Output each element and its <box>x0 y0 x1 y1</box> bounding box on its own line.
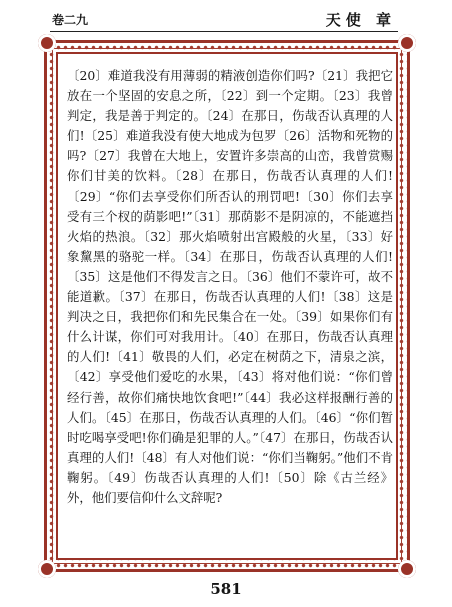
chapter-title: 天使 章 <box>325 11 396 29</box>
corner-ornament <box>398 34 416 52</box>
header-rule <box>50 31 398 32</box>
verse-text: 〔20〕难道我没有用薄弱的精液创造你们吗?〔21〕我把它放在一个坚固的安息之所，〔22〕到一个定期。〔23〕我曾判定，我是善于判定的。〔24〕在那日，伤哉否认真理的人们!〔25〕难道我没有使大地成为包罗〔26〕活物和死物的吗?〔27〕我曾在大地上，安置许多崇高的山峦，我曾赏赐你们甘美的饮料。〔28〕在那日，伤哉否认真理的人们!〔29〕“你们去享受你们所否认的刑罚吧!〔30〕你们去享受有三个杈的荫影吧!”〔31〕那荫影不是阴凉的，不能遮挡火焰的热浪。〔32〕那火焰喷射出宫殿般的火星，〔33〕好象黧黑的骆驼一样。〔34〕在那日，伤哉否认真理的人们!〔35〕这是他们不得发言之日。〔36〕他们不蒙许可，故不能道歉。〔37〕在那日，伤哉否认真理的人们!〔38〕这是判决之日，我把你们和先民集合在一处。〔39〕如果你们有什么计谋，你们可对我用计。〔40〕在那日，伤哉否认真理的人们!〔41〕敬畏的人们，必定在树荫之下，清泉之滨，〔42〕享受他们爱吃的水果，〔43〕将对他们说：“你们曾经行善，故你们痛快地饮食吧!”〔44〕我必这样报酬行善的人们。〔45〕在那日，伤哉否认真理的人们。〔46〕“你们暂时吃喝享受吧!你们确是犯罪的人。”〔47〕在那日，伤哉否认真理的人们!〔48〕有人对他们说：“你们当鞠躬。”他们不肯鞠躬。〔49〕伤哉否认真理的人们!〔50〕除《古兰经》外，他们要信仰什么文辞呢? <box>67 68 393 505</box>
corner-ornament <box>38 560 56 578</box>
corner-ornament <box>398 560 416 578</box>
page-number: 581 <box>210 580 242 598</box>
corner-ornament <box>38 34 56 52</box>
running-header <box>52 8 396 30</box>
volume-label: 卷二九 <box>52 13 89 27</box>
